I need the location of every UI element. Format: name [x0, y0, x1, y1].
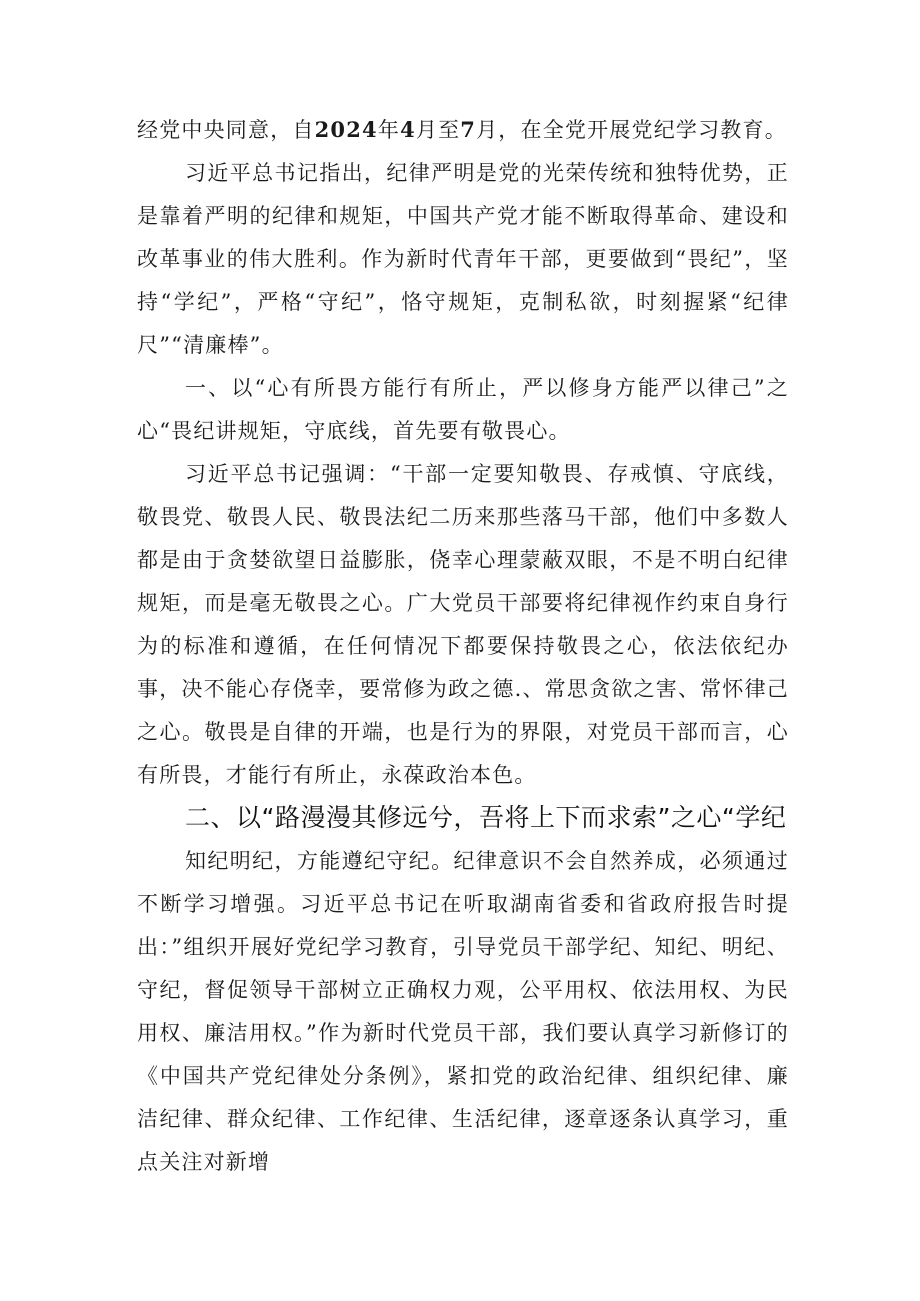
year-suffix: 年 [377, 118, 401, 142]
document-body-upper [137, 108, 789, 797]
document-body-lower [137, 840, 789, 1184]
paragraph-opening [137, 108, 789, 152]
paragraph-xi-instruction: 习近平总书记指出，纪律严明是党的光荣传统和独特优势，正是靠着严明的纪律和规矩，中国共产党才能不断取得革命、建设和改革事业的伟大胜利。作为新时代青年干部，更要做到“畏纪”，坚持“学纪”，严格“守纪”，恪守规矩，克制私欲，时刻握紧“纪律尺”“清廉棒”。 [137, 161, 789, 357]
paragraph-learn-discipline: 知纪明纪，方能遵纪守纪。纪律意识不会自然养成，必须通过不断学习增强。习近平总书记在听取湖南省委和省政府报告时提出：”组织开展好党纪学习教育，引导党员干部学纪、知纪、明纪、守纪，督促领导干部树立正确权力观，公平用权、依法用权、为民用权、廉洁用权。”作为新时代党员干部，我们要认真学习新修订的《中国共产党纪律处分条例》，紧扣党的政治纪律、组织纪律、廉洁纪律、群众纪律、工作纪律、生活纪律，逐章逐条认真学习，重点关注对新增 [137, 849, 789, 1174]
opening-text-end: 月，在全党开展党纪学习教育。 [476, 118, 787, 142]
year-number: 2024 [314, 117, 378, 142]
end-month-number: 7 [460, 117, 477, 142]
paragraph-awe-discipline: 习近平总书记强调：“干部一定要知敬畏、存戒慎、守底线，敬畏党、敬畏人民、敬畏法纪二历来那些落马干部，他们中多数人都是由于贪婪欲望日益膨胀，侥幸心理蒙蔽双眼，不是不明白纪律规矩，而是毫无敬畏之心。广大党员干部要将纪律视作约束自身行为的标准和遵循，在任何情况下都要保持敬畏之心，依法依纪办事，决不能心存侥幸，要常修为政之德.、常思贪欲之害、常怀律己之心。敬畏是自律的开端，也是行为的界限，对党员干部而言，心有所畏，才能行有所止，永葆政治本色。 [137, 462, 789, 787]
section-two-heading: 二、以“路漫漫其修远兮，吾将上下而求索”之心“学纪 [185, 803, 787, 832]
paragraph-section-one: 一、以“心有所畏方能行有所止，严以修身方能严以律己”之心“畏纪讲规矩，守底线，首先要有敬畏心。 [137, 376, 789, 443]
month-range-text: 月至 [415, 118, 461, 142]
start-month-number: 4 [400, 117, 416, 142]
opening-text-start: 经党中央同意，自 [137, 118, 315, 142]
